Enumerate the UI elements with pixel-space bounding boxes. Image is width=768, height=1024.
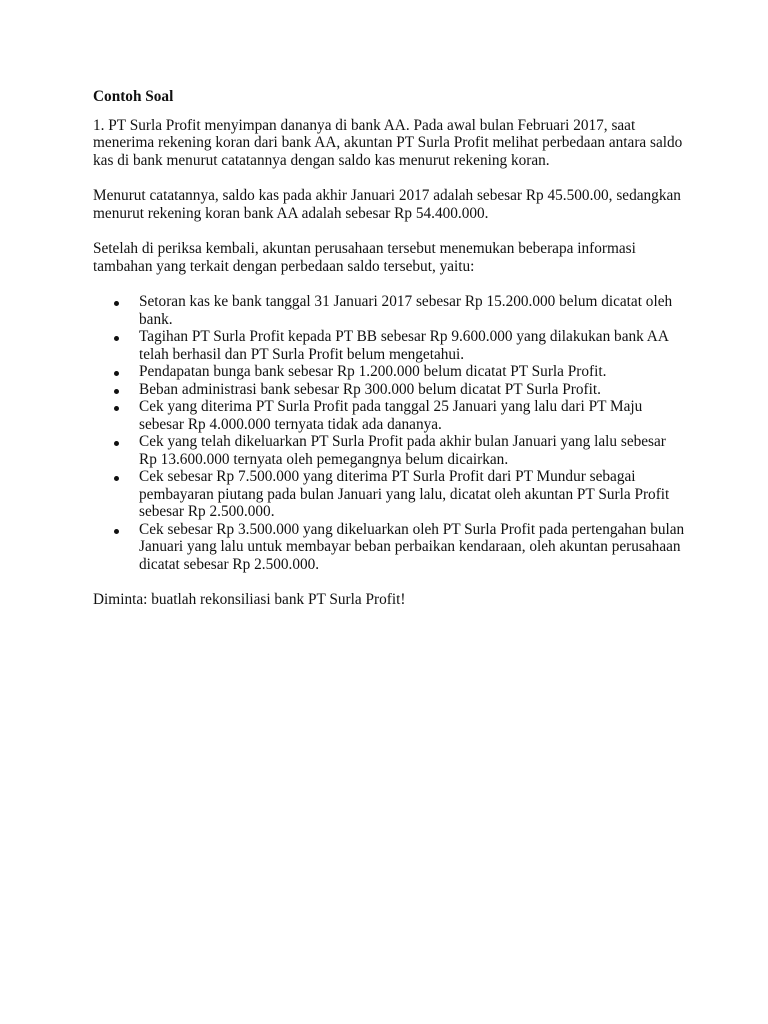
bullet-icon [114,336,119,341]
bullet-icon [114,476,119,481]
list-item-text: Cek yang telah dikeluarkan PT Surla Profit pada akhir bulan Januari yang lalu sebesar Rp 13.600.000 ternyata oleh pemegangnya belum dicairkan. [139,433,666,468]
additional-info-paragraph: Setelah di periksa kembali, akuntan perusahaan tersebut menemukan beberapa informasi tambahan yang terkait dengan perbedaan saldo tersebut, yaitu: [93,240,636,275]
list-item-text: Pendapatan bunga bank sebesar Rp 1.200.000 belum dicatat PT Surla Profit. [139,363,607,380]
bullet-icon [114,441,119,446]
bullet-icon [114,406,119,411]
bullet-icon [114,301,119,306]
task-instruction: Diminta: buatlah rekonsiliasi bank PT Surla Profit! [93,591,406,608]
document-title: Contoh Soal [93,88,174,105]
cash-balance-paragraph: Menurut catatannya, saldo kas pada akhir Januari 2017 adalah sebesar Rp 45.500.00, sedangkan menurut rekening koran bank AA adalah sebesar Rp 54.400.000. [93,187,681,222]
list-item [93,398,685,433]
list-item [93,521,685,574]
list-item [93,293,685,328]
list-item-text: Cek sebesar Rp 3.500.000 yang dikeluarkan oleh PT Surla Profit pada pertengahan bulan Januari yang lalu untuk membayar beban perbaikan kendaraan, oleh akuntan perusahaan dicatat sebesar Rp 2.500.000. [139,520,685,573]
bullet-icon [114,529,119,534]
list-item [93,363,685,381]
bullet-icon [114,389,119,394]
list-item-text: Cek yang diterima PT Surla Profit pada tanggal 25 Januari yang lalu dari PT Maju sebesar Rp 4.000.000 ternyata tidak ada dananya. [139,398,643,433]
list-item [93,433,685,468]
list-item [93,468,685,521]
list-item-text: Cek sebesar Rp 7.500.000 yang diterima PT Surla Profit dari PT Mundur sebagai pembayaran piutang pada bulan Januari yang lalu, dicatat oleh akuntan PT Surla Profit sebesar Rp 2.500.000. [139,468,670,520]
list-item-text: Tagihan PT Surla Profit kepada PT BB sebesar Rp 9.600.000 yang dilakukan bank AA telah berhasil dan PT Surla Profit belum mengetahui. [139,328,669,363]
list-item [93,381,685,399]
document-content [93,88,685,627]
list-item-text: Beban administrasi bank sebesar Rp 300.000 belum dicatat PT Surla Profit. [139,380,601,398]
bullet-icon [114,371,119,376]
list-item-text: Setoran kas ke bank tanggal 31 Januari 2017 sebesar Rp 15.200.000 belum dicatat oleh bank. [139,293,673,328]
problem-intro-paragraph: 1. PT Surla Profit menyimpan dananya di bank AA. Pada awal bulan Februari 2017, saat menerima rekening koran dari bank AA, akuntan PT Surla Profit melihat perbedaan antara saldo kas di bank menurut catatannya dengan saldo kas menurut rekening koran. [93,116,683,169]
list-item [93,328,685,363]
information-list [93,293,685,573]
